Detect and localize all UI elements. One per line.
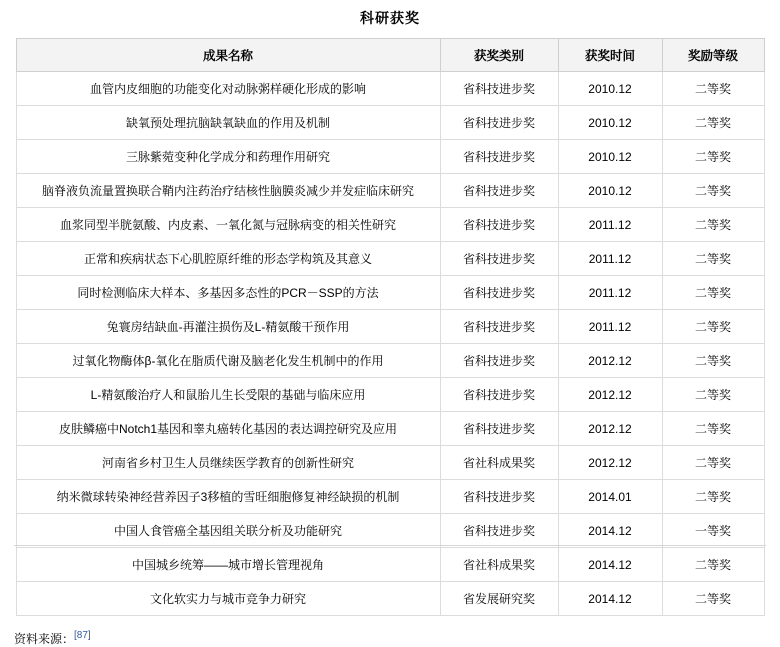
cell-name: 文化软实力与城市竞争力研究 [16,582,440,616]
table-header-row [16,39,764,72]
cell-name: 中国人食管癌全基因组关联分析及功能研究 [16,514,440,548]
cell-name: 纳米微球转染神经营养因子3移植的雪旺细胞修复神经缺损的机制 [16,480,440,514]
cell-date: 2010.12 [558,174,662,208]
cell-date: 2012.12 [558,412,662,446]
cell-name: L-精氨酸治疗人和鼠胎儿生长受限的基础与临床应用 [16,378,440,412]
column-header-category: 获奖类别 [440,39,558,72]
column-header-name: 成果名称 [16,39,440,72]
cell-date: 2012.12 [558,344,662,378]
cell-category: 省社科成果奖 [440,548,558,582]
cell-level: 二等奖 [662,106,764,140]
cell-date: 2014.12 [558,582,662,616]
cell-category: 省社科成果奖 [440,446,558,480]
cell-level: 二等奖 [662,140,764,174]
table-row [16,242,764,276]
cell-date: 2012.12 [558,446,662,480]
cell-level: 二等奖 [662,344,764,378]
table-row [16,480,764,514]
cell-level: 二等奖 [662,72,764,106]
cell-date: 2014.12 [558,548,662,582]
source-label: 资料来源： [14,632,75,646]
cell-level: 一等奖 [662,514,764,548]
table-row [16,310,764,344]
cell-level: 二等奖 [662,412,764,446]
cell-category: 省科技进步奖 [440,72,558,106]
cell-category: 省科技进步奖 [440,106,558,140]
cell-date: 2014.01 [558,480,662,514]
cell-name: 三脉紫菀变种化学成分和药理作用研究 [16,140,440,174]
cell-category: 省发展研究奖 [440,582,558,616]
cell-date: 2011.12 [558,310,662,344]
cell-level: 二等奖 [662,548,764,582]
table-row [16,548,764,582]
column-header-level: 奖励等级 [662,39,764,72]
table-row [16,208,764,242]
cell-date: 2011.12 [558,276,662,310]
table-row [16,514,764,548]
table-row [16,174,764,208]
reference-link[interactable]: [87] [74,630,91,641]
cell-date: 2010.12 [558,106,662,140]
cell-category: 省科技进步奖 [440,276,558,310]
cell-level: 二等奖 [662,446,764,480]
cell-name: 河南省乡村卫生人员继续医学教育的创新性研究 [16,446,440,480]
cell-category: 省科技进步奖 [440,412,558,446]
cell-category: 省科技进步奖 [440,242,558,276]
cell-date: 2010.12 [558,140,662,174]
cell-level: 二等奖 [662,208,764,242]
cell-name: 正常和疾病状态下心肌腔原纤维的形态学构筑及其意义 [16,242,440,276]
page-title: 科研获奖 [360,10,420,26]
cell-level: 二等奖 [662,378,764,412]
cell-name: 脑脊液负流量置换联合鞘内注药治疗结核性脑膜炎减少并发症临床研究 [16,174,440,208]
cell-category: 省科技进步奖 [440,174,558,208]
table-row [16,378,764,412]
cell-category: 省科技进步奖 [440,344,558,378]
cell-date: 2012.12 [558,378,662,412]
cell-name: 缺氧预处理抗脑缺氧缺血的作用及机制 [16,106,440,140]
cell-date: 2011.12 [558,242,662,276]
cell-category: 省科技进步奖 [440,480,558,514]
cell-name: 同时检测临床大样本、多基因多态性的PCR－SSP的方法 [16,276,440,310]
table-row [16,582,764,616]
table-row [16,106,764,140]
cell-level: 二等奖 [662,480,764,514]
cell-name: 兔寰房结缺血-再灌注损伤及L-精氨酸干预作用 [16,310,440,344]
table-row [16,412,764,446]
cell-level: 二等奖 [662,582,764,616]
table-row [16,446,764,480]
cell-date: 2010.12 [558,72,662,106]
cell-category: 省科技进步奖 [440,140,558,174]
table-row [16,72,764,106]
cell-category: 省科技进步奖 [440,310,558,344]
table-row [16,140,764,174]
cell-level: 二等奖 [662,310,764,344]
cell-name: 中国城乡统筹——城市增长管理视角 [16,548,440,582]
cell-name: 皮肤鳞癌中Notch1基因和睾丸癌转化基因的表达调控研究及应用 [16,412,440,446]
awards-table [16,38,765,616]
cell-level: 二等奖 [662,276,764,310]
cell-category: 省科技进步奖 [440,514,558,548]
source-note [14,630,780,647]
cell-date: 2014.12 [558,514,662,548]
cell-level: 二等奖 [662,242,764,276]
cell-category: 省科技进步奖 [440,208,558,242]
cell-name: 血管内皮细胞的功能变化对动脉粥样硬化形成的影响 [16,72,440,106]
footer-divider [14,545,766,546]
cell-date: 2011.12 [558,208,662,242]
cell-name: 血浆同型半胱氨酸、内皮素、一氧化氮与冠脉病变的相关性研究 [16,208,440,242]
table-row [16,344,764,378]
awards-table-body [16,72,764,616]
cell-name: 过氧化物酶体β-氧化在脂质代谢及脑老化发生机制中的作用 [16,344,440,378]
cell-level: 二等奖 [662,174,764,208]
table-row [16,276,764,310]
column-header-date: 获奖时间 [558,39,662,72]
cell-category: 省科技进步奖 [440,378,558,412]
